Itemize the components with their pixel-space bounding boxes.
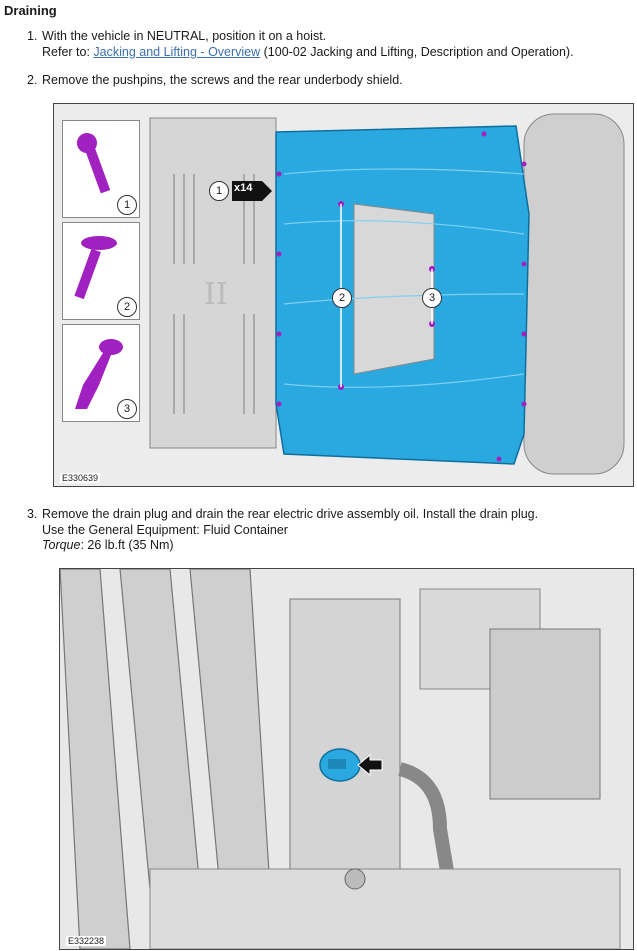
drain-plug-illustration	[60, 569, 633, 949]
torque-label: Torque	[42, 538, 81, 552]
step-3	[27, 507, 538, 554]
step-number: 2.	[27, 73, 38, 87]
step-number: 1.	[27, 29, 38, 43]
step-text: Remove the pushpins, the screws and the rear underbody shield.	[42, 73, 403, 87]
inset-screw	[62, 120, 140, 218]
refer-suffix: (100-02 Jacking and Lifting, Description and Operation).	[260, 44, 574, 59]
inset-pushpin	[62, 324, 140, 422]
figure-drain-plug	[59, 568, 634, 950]
inset-callout: 2	[117, 297, 137, 317]
callout-1: 1	[209, 181, 229, 201]
svg-text:II: II	[204, 277, 228, 312]
figure-id: E332238	[68, 936, 105, 946]
jacking-lifting-link[interactable]: Jacking and Lifting - Overview	[93, 44, 261, 59]
inset-threaded-fastener	[62, 222, 140, 320]
figure-id: E330639	[62, 473, 99, 483]
callout-2: 2	[332, 288, 352, 308]
refer-prefix: Refer to:	[42, 44, 94, 59]
section-title: Draining	[4, 3, 57, 18]
step-number: 3.	[27, 507, 38, 521]
torque-value: : 26 lb.ft (35 Nm)	[80, 538, 174, 552]
inset-callout: 1	[117, 195, 137, 215]
quantity-label: x14	[234, 182, 253, 194]
figure-underbody-shield	[53, 103, 634, 487]
step-2	[27, 73, 403, 89]
step-1	[27, 29, 574, 60]
step-text: With the vehicle in NEUTRAL, position it on a hoist.	[42, 29, 327, 43]
equipment-text: Use the General Equipment: Fluid Container	[42, 522, 288, 537]
callout-3: 3	[422, 288, 442, 308]
inset-callout: 3	[117, 399, 137, 419]
step-text: Remove the drain plug and drain the rear electric drive assembly oil. Install the drain plug.	[42, 507, 539, 521]
